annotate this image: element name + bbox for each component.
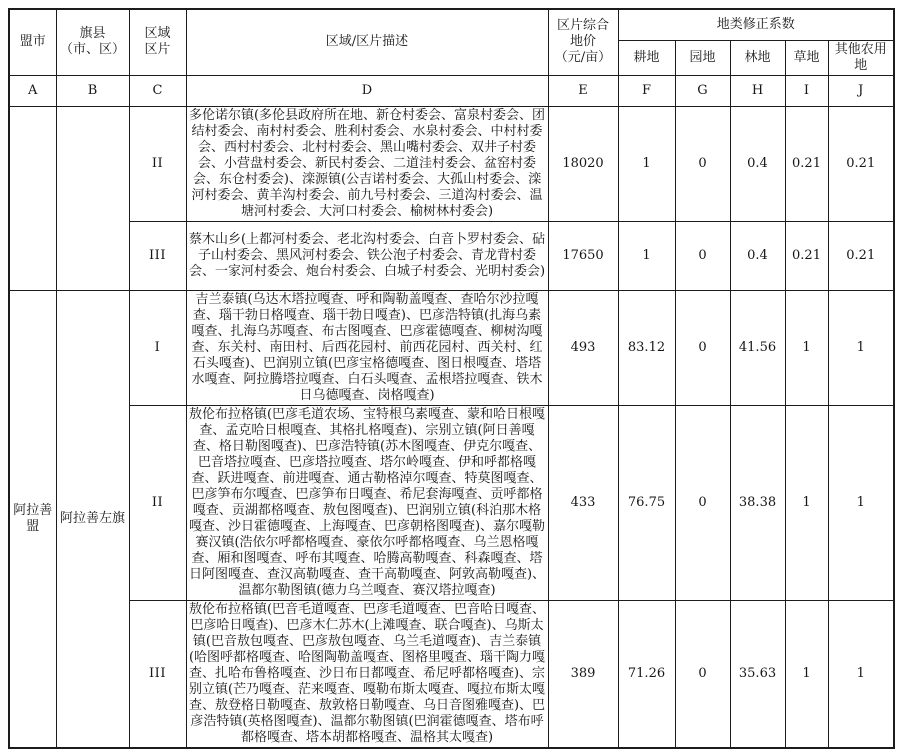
header-row-letters: [9, 75, 894, 106]
garden-coef-cell: 0: [675, 290, 730, 405]
header-banner: [56, 9, 129, 75]
description-cell: 敖伦布拉格镇(巴彦毛道农场、宝特根乌素嘎查、蒙和哈日根嘎查、孟克哈日根嘎查、其格扎格嘎查)、宗别立镇(阿日善嘎查、格日勒图嘎查)、巴彦浩特镇(苏木图嘎查、伊克尔嘎查、巴音塔拉嘎查、巴彦塔拉嘎查、塔尔岭嘎查、伊和呼都格嘎查、跃进嘎查、前进嘎查、通古勒格淖尔嘎查、特莫图嘎查、巴彦笋布尔嘎查、巴彦笋布日嘎查、希尼套海嘎查、贡呼都格嘎查、贡湖都格嘎查、敖包图嘎查)、巴润别立镇(科泊那木格嘎查、沙日霍德嘎查、上海嘎查、巴彦朝格图嘎查)、嘉尔嘎勒赛汉镇(浩依尔呼都格嘎查、豪依尔呼都格嘎查、乌兰恩格嘎查、厢和图嘎查、呼布其嘎查、哈腾高勒嘎查、科森嘎查、塔日阿图嘎查、查汉高勒嘎查、查干高勒嘎查、阿敦高勒嘎查)、温都尔勒图镇(德力乌兰嘎查、赛汉塔拉嘎查): [186, 405, 548, 600]
header-zone: [129, 9, 186, 75]
header-banner-line2: （市、区）: [59, 42, 125, 58]
header-price: [548, 9, 618, 75]
league-cell: 阿拉善盟: [9, 290, 56, 748]
zone-cell: III: [129, 221, 186, 290]
league-cell: [9, 106, 56, 290]
grassland-coef-cell: 1: [785, 405, 828, 600]
other-coef-cell: 0.21: [828, 106, 894, 221]
garden-coef-cell: 0: [675, 221, 730, 290]
grassland-coef-cell: 1: [785, 600, 828, 748]
other-coef-cell: 0.21: [828, 221, 894, 290]
forest-coef-cell: 35.63: [730, 600, 785, 748]
forest-coef-cell: 38.38: [730, 405, 785, 600]
forest-coef-cell: 0.4: [730, 221, 785, 290]
price-cell: 433: [548, 405, 618, 600]
table-row: [9, 600, 894, 748]
other-coef-cell: 1: [828, 405, 894, 600]
grassland-coef-cell: 1: [785, 290, 828, 405]
column-letter-b: B: [56, 75, 129, 106]
description-cell: 吉兰泰镇(乌达木塔拉嘎查、呼和陶勒盖嘎查、查哈尔沙拉嘎查、瑙干勃日格嘎查、瑙干勃日嘎查)、巴彦浩特镇(扎海乌素嘎查、扎海乌苏嘎查、布古图嘎查、巴彦霍德嘎查、柳树沟嘎查、东关村、南田村、后西花园村、前西花园村、西关村、红石头嘎查)、巴润别立镇(巴彦宝格德嘎查、图日根嘎查、塔塔水嘎查、阿拉腾塔拉嘎查、白石头嘎查、孟根塔拉嘎查、铁木日乌德嘎查、岗格嘎查): [186, 290, 548, 405]
garden-coef-cell: 0: [675, 405, 730, 600]
farmland-coef-cell: 76.75: [618, 405, 675, 600]
column-letter-c: C: [129, 75, 186, 106]
header-league: 盟市: [9, 9, 56, 75]
header-coef-other: 其他农用地: [828, 40, 894, 75]
header-description: 区域/区片描述: [186, 9, 548, 75]
land-price-table: [8, 8, 895, 749]
table-row: [9, 290, 894, 405]
header-coef-grassland: 草地: [785, 40, 828, 75]
header-coef-forest: 林地: [730, 40, 785, 75]
table-row: [9, 106, 894, 221]
header-price-line3: （元/亩）: [554, 50, 612, 66]
garden-coef-cell: 0: [675, 600, 730, 748]
table-row: [9, 221, 894, 290]
farmland-coef-cell: 71.26: [618, 600, 675, 748]
other-coef-cell: 1: [828, 290, 894, 405]
farmland-coef-cell: 1: [618, 106, 675, 221]
zone-cell: I: [129, 290, 186, 405]
garden-coef-cell: 0: [675, 106, 730, 221]
description-cell: 蔡木山乡(上都河村委会、老北沟村委会、白音卜罗村委会、砧子山村委会、黑风河村委会、铁公泡子村委会、青龙背村委会、一家河村委会、炮台村委会、白城子村委会、光明村委会): [186, 221, 548, 290]
header-coefficient-group: 地类修正系数: [618, 9, 894, 40]
farmland-coef-cell: 83.12: [618, 290, 675, 405]
header-price-line1: 区片综合: [556, 18, 609, 34]
header-zone-line1: 区域: [144, 26, 171, 42]
forest-coef-cell: 0.4: [730, 106, 785, 221]
description-cell: 敖伦布拉格镇(巴音毛道嘎查、巴彦毛道嘎查、巴音哈日嘎查、巴彦哈日嘎查)、巴彦木仁苏木(上滩嘎查、联合嘎查)、乌斯太镇(巴音敖包嘎查、巴彦敖包嘎查、乌兰毛道嘎查)、吉兰泰镇(哈图呼都格嘎查、哈图陶勒盖嘎查、图格里嘎查、瑙干陶力嘎查、扎哈布鲁格嘎查、沙日布日都嘎查、希尼呼都格嘎查)、宗别立镇(芒乃嘎查、茫来嘎查、嘎勒布斯太嘎查、嘎拉布斯太嘎查、敖登格日勒嘎查、敖敦格日勒嘎查、乌日音图雅嘎查)、巴彦浩特镇(英格图嘎查)、温都尔勒图镇(巴润霍德嘎查、塔布呼都格嘎查、塔本胡都格嘎查、温格其太嘎查): [186, 600, 548, 748]
column-letter-g: G: [675, 75, 730, 106]
grassland-coef-cell: 0.21: [785, 221, 828, 290]
column-letter-e: E: [548, 75, 618, 106]
header-row-top: [9, 9, 894, 40]
farmland-coef-cell: 1: [618, 221, 675, 290]
column-letter-a: A: [9, 75, 56, 106]
column-letter-h: H: [730, 75, 785, 106]
table-row: [9, 405, 894, 600]
forest-coef-cell: 41.56: [730, 290, 785, 405]
price-cell: 389: [548, 600, 618, 748]
header-coef-garden: 园地: [675, 40, 730, 75]
grassland-coef-cell: 0.21: [785, 106, 828, 221]
price-cell: 17650: [548, 221, 618, 290]
zone-cell: III: [129, 600, 186, 748]
zone-cell: II: [129, 106, 186, 221]
description-cell: 多伦诺尔镇(多伦县政府所在地、新仓村委会、富泉村委会、团结村委会、南村村委会、胜利村委会、水泉村委会、中村村委会、西村村委会、北村村委会、黑山嘴村委会、双井子村委会、小营盘村委会、新民村委会、二道洼村委会、盆窑村委会、东仓村委会)、滦源镇(公吉诺村委会、大孤山村委会、滦河村委会、黄羊沟村委会、前九号村委会、三道沟村委会、温塘河村委会、大河口村委会、榆树林村委会): [186, 106, 548, 221]
price-cell: 493: [548, 290, 618, 405]
price-cell: 18020: [548, 106, 618, 221]
banner-cell: [56, 106, 129, 290]
zone-cell: II: [129, 405, 186, 600]
column-letter-j: J: [828, 75, 894, 106]
banner-cell: 阿拉善左旗: [56, 290, 129, 748]
other-coef-cell: 1: [828, 600, 894, 748]
header-coef-farmland: 耕地: [618, 40, 675, 75]
column-letter-i: I: [785, 75, 828, 106]
column-letter-d: D: [186, 75, 548, 106]
header-banner-line1: 旗县: [79, 26, 106, 42]
header-zone-line2: 区片: [144, 42, 171, 58]
column-letter-f: F: [618, 75, 675, 106]
header-price-line2: 地价: [569, 34, 596, 50]
